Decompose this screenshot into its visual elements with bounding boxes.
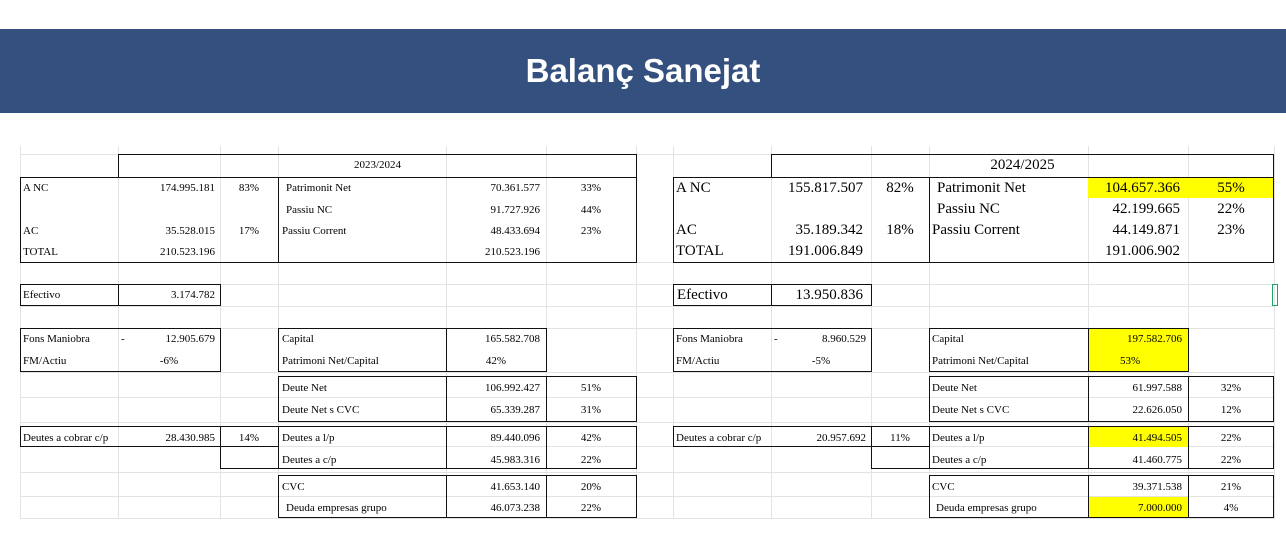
right-deutenet-label: Deute Net [932, 382, 977, 394]
left-pnc-value: 91.727.926 [490, 204, 540, 216]
right-pnc-pct: 22% [1217, 201, 1245, 217]
right-total-passiu-value: 191.006.902 [1105, 243, 1180, 259]
right-fons-label: Fons Maniobra [676, 333, 743, 345]
left-grupo-pct: 22% [580, 502, 602, 514]
right-fmactiu-label: FM/Actiu [676, 355, 720, 367]
left-grupo-label: Deuda empresas grupo [286, 502, 387, 514]
left-efectivo-value: 3.174.782 [171, 289, 215, 301]
left-pn-value: 70.361.577 [490, 182, 540, 194]
right-pc-pct: 23% [1217, 222, 1245, 238]
right-deutecvc-value: 22.626.050 [1132, 404, 1182, 416]
left-pncap-value: 42% [485, 355, 507, 367]
right-fmactiu-value: -5% [811, 355, 831, 367]
left-capital-label: Capital [282, 333, 314, 345]
left-fons-value: 12.905.679 [165, 333, 215, 345]
left-anc-value: 174.995.181 [160, 182, 215, 194]
right-year-label: 2024/2025 [990, 157, 1055, 173]
right-total-value: 191.006.849 [788, 243, 863, 259]
left-deuteslp-value: 89.440.096 [490, 432, 540, 444]
right-grupo-label: Deuda empresas grupo [936, 502, 1037, 514]
right-pncap-value: 53% [1120, 355, 1141, 367]
right-deutescp-pct: 22% [1220, 454, 1242, 466]
right-pncap-label: Patrimoni Net/Capital [932, 355, 1029, 367]
left-pnc-label: Passiu NC [286, 204, 333, 216]
right-cvc-label: CVC [932, 481, 955, 493]
right-pnc-value: 42.199.665 [1112, 201, 1180, 217]
active-cell-indicator[interactable] [1272, 284, 1278, 306]
left-deutecvc-pct: 31% [580, 404, 602, 416]
left-total-passiu-value: 210.523.196 [485, 246, 540, 258]
left-total-value: 210.523.196 [160, 246, 215, 258]
right-pnc-label: Passiu NC [937, 201, 1000, 217]
right-pn-pct: 55% [1217, 180, 1245, 196]
right-pc-label: Passiu Corrent [932, 222, 1020, 238]
right-deutescp-label: Deutes a c/p [932, 454, 987, 466]
left-deutecvc-label: Deute Net s CVC [282, 404, 360, 416]
left-cvc-label: CVC [282, 481, 305, 493]
right-deutenet-pct: 32% [1220, 382, 1242, 394]
page-title: Balanç Sanejat [525, 52, 761, 89]
left-fmactiu-value: -6% [159, 355, 179, 367]
right-deuteslp-value: 41.494.505 [1132, 432, 1182, 444]
left-ac-value: 35.528.015 [165, 225, 215, 237]
right-anc-label: A NC [676, 180, 711, 196]
left-cvc-value: 41.653.140 [490, 481, 540, 493]
right-pc-value: 44.149.871 [1112, 222, 1180, 238]
left-fmactiu-label: FM/Actiu [23, 355, 67, 367]
left-pc-pct: 23% [580, 225, 602, 237]
right-cvc-pct: 21% [1220, 481, 1242, 493]
left-deuteslp-label: Deutes a l/p [282, 432, 335, 444]
left-fons-label: Fons Maniobra [23, 333, 90, 345]
left-efectivo-label: Efectivo [23, 289, 61, 301]
left-pn-label: Patrimonit Net [286, 182, 352, 194]
left-cobrar-pct: 14% [238, 432, 260, 444]
right-ac-value: 35.189.342 [795, 222, 863, 238]
left-ac-label: AC [23, 225, 39, 237]
left-deuteslp-pct: 42% [580, 432, 602, 444]
right-pn-label: Patrimonit Net [937, 180, 1026, 196]
left-pc-value: 48.433.694 [490, 225, 540, 237]
left-capital-value: 165.582.708 [485, 333, 540, 345]
right-anc-value: 155.817.507 [788, 180, 863, 196]
left-pn-pct: 33% [580, 182, 602, 194]
left-pncap-label: Patrimoni Net/Capital [282, 355, 379, 367]
left-pc-label: Passiu Corrent [282, 225, 347, 237]
right-ac-pct: 18% [886, 222, 914, 238]
right-capital-value: 197.582.706 [1127, 333, 1182, 345]
left-deutecvc-value: 65.339.287 [490, 404, 540, 416]
right-fons-value: 8.960.529 [822, 333, 866, 345]
left-deutenet-label: Deute Net [282, 382, 327, 394]
right-deuteslp-label: Deutes a l/p [932, 432, 985, 444]
right-ac-label: AC [676, 222, 697, 238]
left-deutescp-value: 45.983.316 [490, 454, 540, 466]
left-cvc-pct: 20% [580, 481, 602, 493]
right-efectivo-value: 13.950.836 [795, 287, 863, 303]
left-total-label: TOTAL [23, 246, 58, 258]
right-total-label: TOTAL [676, 243, 724, 259]
left-deutescp-pct: 22% [580, 454, 602, 466]
right-deutescp-value: 41.460.775 [1132, 454, 1182, 466]
right-efectivo-label: Efectivo [677, 287, 728, 303]
right-cobrar-pct: 11% [890, 432, 910, 444]
right-deutecvc-label: Deute Net s CVC [932, 404, 1010, 416]
left-cobrar-label: Deutes a cobrar c/p [23, 432, 109, 444]
right-cobrar-label: Deutes a cobrar c/p [676, 432, 762, 444]
left-grupo-value: 46.073.238 [490, 502, 540, 514]
right-deutenet-value: 61.997.588 [1132, 382, 1182, 394]
right-anc-pct: 82% [886, 180, 914, 196]
right-deutecvc-pct: 12% [1220, 404, 1242, 416]
left-pnc-pct: 44% [580, 204, 602, 216]
left-deutenet-value: 106.992.427 [485, 382, 540, 394]
left-fons-sign: - [121, 333, 125, 345]
left-deutescp-label: Deutes a c/p [282, 454, 337, 466]
right-cvc-value: 39.371.538 [1132, 481, 1182, 493]
left-deutenet-pct: 51% [580, 382, 602, 394]
right-fons-sign: - [774, 333, 778, 345]
right-grupo-pct: 4% [1223, 502, 1239, 514]
left-cobrar-value: 28.430.985 [165, 432, 215, 444]
left-anc-label: A NC [23, 182, 49, 194]
left-ac-pct: 17% [238, 225, 260, 237]
left-year-label: 2023/2024 [353, 159, 402, 171]
right-cobrar-value: 20.957.692 [816, 432, 866, 444]
right-pn-value: 104.657.366 [1105, 180, 1180, 196]
right-grupo-value: 7.000.000 [1138, 502, 1182, 514]
right-capital-label: Capital [932, 333, 964, 345]
left-anc-pct: 83% [238, 182, 260, 194]
right-deuteslp-pct: 22% [1220, 432, 1242, 444]
